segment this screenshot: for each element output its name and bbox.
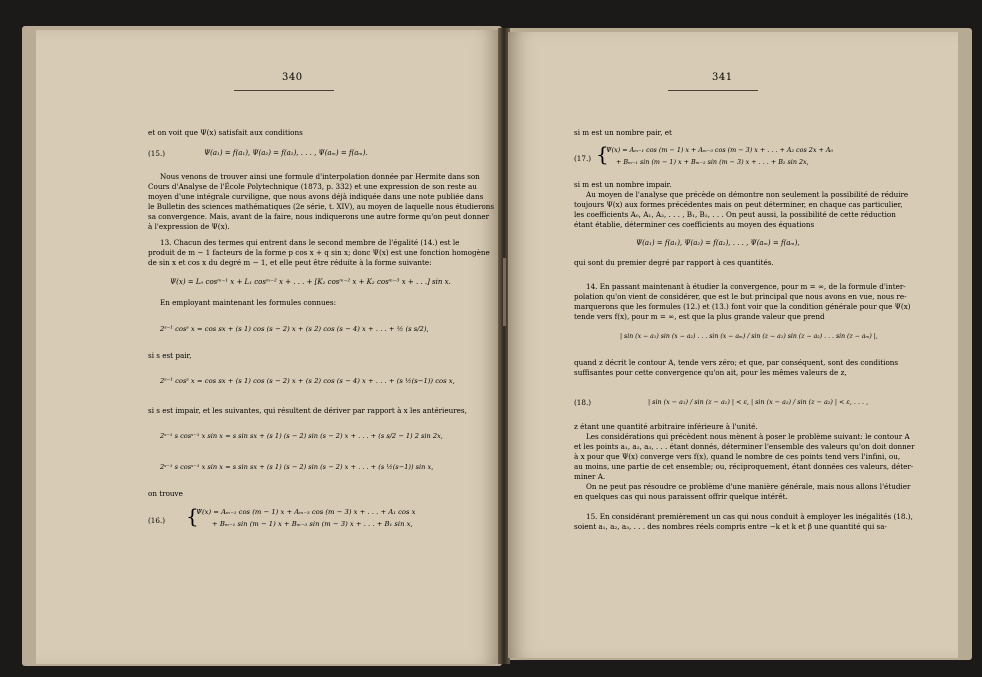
left-line-8: 13. Chacun des termes qui entrent dans le second membre de l'égalité (14.) est le <box>160 238 460 247</box>
eq17-label: (17.) <box>574 154 592 163</box>
right-line-4: toujours Ψ(x) aux formes précédentes mais on peut déterminer, en chaque cas particulier, <box>574 200 903 209</box>
right-page <box>508 32 958 658</box>
eq17-line-2: + Bₘ₋₁ sin (m − 1) x + Bₘ₋₂ sin (m − 3) x + . . . + B₂ sin 2x, <box>616 158 809 166</box>
eq-cos-odd: 2ˢ⁻¹ cosˢ x = cos sx + (s 1) cos (s − 2) x + (s 2) cos (s − 4) x + . . . + (s ½(s−1)) cos x, <box>160 377 455 385</box>
left-line-3: Cours d'Analyse de l'École Polytechnique (1873, p. 332) et une expression de son reste au <box>148 182 477 191</box>
right-line-18: au moins, une partie de cet ensemble; ou, réciproquement, étant données ces valeurs, déter- <box>574 462 914 471</box>
right-line-2: si m est un nombre impair. <box>574 180 672 189</box>
left-line-10: de sin x et cos x du degré m − 1, et elle peut être réduite à la forme suivante: <box>148 258 432 267</box>
left-header-rule <box>234 90 334 91</box>
left-line-11: En employant maintenant les formules connues: <box>160 298 337 307</box>
eq-cos-even: 2ˢ⁻¹ cosˢ x = cos sx + (s 1) cos (s − 2) x + (s 2) cos (s − 4) x + . . . + ½ (s s/2), <box>160 325 429 333</box>
left-line-12: si s est pair, <box>148 351 192 360</box>
left-line-2: Nous venons de trouver ainsi une formule d'interpolation donnée par Hermite dans son <box>160 172 480 181</box>
eq15: Ψ(a₁) = f(a₁), Ψ(a₂) = f(a₂), . . . , Ψ(aₘ) = f(aₘ). <box>204 149 368 157</box>
left-line-14: on trouve <box>148 489 183 498</box>
right-page-number: 341 <box>712 72 733 83</box>
right-line-11: tende vers f(x), pour m = ∞, est que la plus grande valeur que prend <box>574 312 825 321</box>
right-line-12: quand z décrit le contour A, tende vers zéro; et que, par conséquent, sont des conditions <box>574 358 899 367</box>
right-header-rule <box>668 90 758 91</box>
left-line-7: à l'expression de Ψ(x). <box>148 222 230 231</box>
eq16-line-2: + Bₘ₋₁ sin (m − 1) x + Bₘ₋₃ sin (m − 3) x + . . . + B₁ sin x, <box>212 520 413 528</box>
left-line-9: produit de m − 1 facteurs de la forme p cos x + q sin x; donc Ψ(x) est une fonction homogène <box>148 248 490 257</box>
eq-sin-odd: 2ˢ⁻¹ s cosˢ⁻¹ x sin x = s sin sx + (s 1) (s − 2) sin (s − 2) x + . . . + (s ½(s−1)) sin x, <box>160 463 434 471</box>
left-line-1: et on voit que Ψ(x) satisfait aux conditions <box>148 128 303 137</box>
right-line-21: en quelques cas qui nous paraissent offrir quelque intérêt. <box>574 492 788 501</box>
left-line-13: si s est impair, et les suivantes, qui résultent de dériver par rapport à x les antérieures, <box>148 406 467 415</box>
right-line-6: étant établie, déterminer ces coefficients au moyen des équations <box>574 220 815 229</box>
left-line-4: moyen d'une intégrale curviligne, que nous avons déjà indiquée dans une note publiée dans <box>148 192 484 201</box>
left-page-number: 340 <box>282 72 303 83</box>
eq18-label: (18.) <box>574 398 592 407</box>
eq18: | sin (x − a₁) / sin (z − a₁) | < ε, | sin (x − a₂) / sin (z − a₂) | < ε, . . . , <box>648 398 869 406</box>
right-line-13: suffisantes pour cette convergence qu'on ait, pour les mêmes valeurs de z, <box>574 368 847 377</box>
eq15-label: (15.) <box>148 149 166 158</box>
eq-psi-form: Ψ(x) = L₀ cosᵐ⁻¹ x + L₁ cosᵐ⁻² x + . . . + [K₁ cosᵐ⁻² x + K₂ cosᵐ⁻³ x + . . .] sin x. <box>170 278 451 286</box>
right-line-15: Les considérations qui précèdent nous mènent à poser le problème suivant: le contour A <box>586 432 910 441</box>
right-line-14: z étant une quantité arbitraire inférieure à l'unité. <box>574 422 758 431</box>
eq17-brace: { <box>596 142 609 166</box>
right-line-19: miner A. <box>574 472 606 481</box>
right-line-1: si m est un nombre pair, et <box>574 128 672 137</box>
right-line-8: 14. En passant maintenant à étudier la convergence, pour m = ∞, de la formule d'inter- <box>586 282 906 291</box>
eq16-line-1: Ψ(x) = Aₘ₋₁ cos (m − 1) x + Aₘ₋₃ cos (m − 3) x + . . . + A₁ cos x <box>196 508 416 516</box>
right-line-16: et les points a₁, a₂, a₃, . . . étant donnés, déterminer l'ensemble des valeurs qu'on doit donner <box>574 442 915 451</box>
right-line-20: On ne peut pas résoudre ce problème d'une manière générale, mais nous allons l'étudier <box>586 482 911 491</box>
eq-ratio: | sin (x − a₁) sin (x − a₂) . . . sin (x − aₘ) / sin (z − a₁) sin (z − a₂) . . . sin (z − aₘ) |, <box>620 333 878 340</box>
right-line-17: à x pour que Ψ(x) converge vers f(x), quand le nombre de ces points tend vers l'infini, ou, <box>574 452 901 461</box>
left-page <box>36 30 500 664</box>
right-line-22: 15. En considérant premièrement un cas qui nous conduit à employer les inégalités (18.), <box>586 512 913 521</box>
right-line-9: polation qu'on vient de considérer, que est le but principal que nous avons en vue, nous re- <box>574 292 907 301</box>
eq16-label: (16.) <box>148 516 166 525</box>
eq-sin-even: 2ˢ⁻¹ s cosˢ⁻¹ x sin x = s sin sx + (s 1) (s − 2) sin (s − 2) x + . . . + (s s/2 − 1) 2 sin 2x, <box>160 432 443 440</box>
right-line-5: les coefficients A₀, A₁, A₂, . . . , B₁, B₂, . . . On peut aussi, la possibilité de cette réduction <box>574 210 896 219</box>
right-line-7: qui sont du premier degré par rapport à ces quantités. <box>574 258 774 267</box>
eq16-brace: { <box>186 504 199 528</box>
right-line-3: Au moyen de l'analyse que précède on démontre non seulement la possibilité de réduire <box>586 190 909 199</box>
left-line-6: sa convergence. Mais, avant de la faire, nous indiquerons une autre forme qu'on peut donner <box>148 212 490 221</box>
eq17-line-1: Ψ(x) = Aₘ₋₁ cos (m − 1) x + Aₘ₋₃ cos (m − 3) x + . . . + A₂ cos 2x + A₀ <box>606 146 834 154</box>
right-line-10: marquerons que les formules (12.) et (13.) font voir que la condition générale pour que Ψ(x) <box>574 302 911 311</box>
right-line-23: soient a₁, a₂, a₃, . . . des nombres réels compris entre −k et k et β une quantité qui sa- <box>574 522 887 531</box>
binding-thread <box>503 258 506 326</box>
left-line-5: le Bulletin des sciences mathématiques (2e série, t. XIV), au moyen de laquelle nous étudierons <box>148 202 495 211</box>
eq-system: Ψ(a₁) = f(a₁), Ψ(a₂) = f(a₂), . . . , Ψ(aₘ) = f(aₘ), <box>636 239 800 247</box>
